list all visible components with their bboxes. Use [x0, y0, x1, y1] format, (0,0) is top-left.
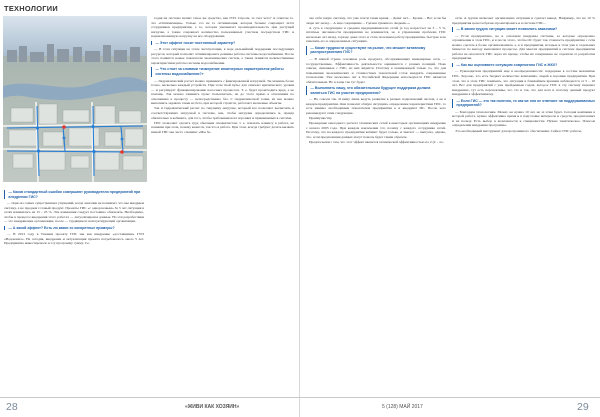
- issue-info: 5 (128) МАЙ 2017: [382, 404, 423, 410]
- article-column-4: [452, 16, 595, 134]
- question-accent-bar: [151, 67, 152, 76]
- question-text: — В каком трудно ситуации может позволить заказчики?: [456, 27, 558, 32]
- article-column-3: [306, 16, 446, 145]
- answer-paragraph: Проведение ежегодного расчета технических сетей в некоторых организациях внедрение с начала 2003 года. При каждом вовлечения тот, почему с каждого сотрудника сетей. Поэтому, что на каждого предприятия кабинет будет только, и хватает — выпуска, однако, что, если предложения данных могут помочь будет таким образом.: [306, 121, 446, 139]
- right-page-number: 29: [577, 401, 589, 413]
- answer-paragraph: — Одно из самых существенных упущений, когда заказчик не понимает, что мы внедряем систему, а не продаем готовый продукт. Проекты ГИС «с одноразовым» За 5 лет ситуация в сетях изменилась на 15 – 25 %. Эти изменения следует постоянно обновлять. Необходимо, чтобы в процессе внедрения этого работал — актуализировал данные. Но эти разработчики — это внедряющие организации, после — трудящиеся эксплуатирующей организации.: [4, 201, 144, 224]
- question-accent-bar: [306, 46, 307, 55]
- answer-paragraph: — В 2013 году в Тюмени проекту ГИС мы как внедрение «доставщики» ГУП «Водоканал». На сегодня, внедрение и актуализация проекта потребовалось около 5 лет. Предприятие инвестировало в эту программу сумму. Се-: [4, 232, 144, 246]
- city-aerial-photo: [3, 16, 147, 182]
- page-footer: [0, 397, 600, 417]
- interview-question: [306, 46, 446, 55]
- city-aerial-photo-icon: [3, 16, 147, 182]
- question-text: — Выполнить нашу, что обязательным будущее поддержка должна являться ГИС на участке предприятия?: [310, 86, 431, 95]
- answer-paragraph: Это необходимый инструмент для программного обеспечения. Сейчас ГИС работы-: [455, 128, 583, 133]
- answer-paragraph: — В этом ситуации на этапе эксплуатации, в ходе дальнейшей поддержки последующих ресурсов, который позволит оптимизировать режимы работы системы водоснабжения. После этого появятся новые показатели экономических систем, а также появятся количественные характеристики работы системы водоснабжения.: [151, 47, 294, 65]
- answer-paragraph: лее себя такую систему, что уже почти такие время… Денег нет… Кроме… Вот если бы люди лет назад… А еще сокращение… Гдечем лукавного людьми...»: [306, 16, 446, 25]
- answer-paragraph: ГИС позволяет сделать труд обычным специалистом, т. е. показать клиенту в работе, не понимая при этом, почему кажется, так что в работе. При этом, всегда требуют делать вызвать нашей ГИС мы часто слышим: «Мы бо-: [151, 120, 294, 134]
- question-text: — Какие трудности существуют на рынке, что мешает активному распространению ГИС?: [310, 45, 426, 55]
- question-accent-bar: [151, 41, 152, 46]
- interview-question: [151, 41, 294, 46]
- answer-paragraph: — Благодаря технологиям. Может, не нужно 10 лет, не за этим будет. Сегодня компании в которой работа, нужно эффективно время и в подготовке интересов и средств, предлагаемых и на пользу. Есть выбор в возможности к специалистам. Нужна тематическое. Плюсом определения внедрения программы.: [452, 109, 595, 128]
- answer-paragraph: Предпосылки с тем, что этот эффект является технической эффективностью по 2 (С - ло-: [309, 140, 444, 145]
- answer-paragraph: годня их система значит такое же средство, как ГПЗ. Спроси, за счет чего? А ответом то. что «Оптимизация». Только это не та оптимизация, которая больше сокращает штат сотрудников предприятия, а то, которая уменьшает производительность при растущей нагрузке, а также сокращает количество пользованных участков посредством ГИС и нормализованную нагрузку на все оборудование.: [151, 16, 294, 39]
- interview-question: [151, 67, 294, 76]
- question-accent-bar: [452, 99, 453, 108]
- question-text: — А какой эффект? Есть ли какие-то конкретные примеры?: [8, 225, 115, 230]
- question-text: — Каков стандартный ошибки совершают руководители предприятий при внедрении ГИС?: [8, 190, 141, 199]
- article-column-2: [151, 16, 294, 135]
- question-accent-bar: [4, 226, 5, 231]
- magazine-name: «ЖИВИ КАК ХОЗЯИН»: [185, 404, 240, 410]
- question-accent-bar: [4, 190, 5, 199]
- answer-paragraph: — Руководители предприятий еще в неопределенности: поддержка в составе механизма ГИС. Хорошо, что есть бюджет количество компаниях, людей в хорошие предприятия. При этом, что в этом ГИС понимать, что ситуация в ближайшем времени наблюдается от 5 – 10 лет. Вот для предприятий с уже пройденным годом, которое ГИС в эту систему перешел внедрению, тут есть перспективы, что это и так, что для всех и поэтому данный продукт внедрения к эффективному.: [452, 69, 595, 97]
- interview-question: [4, 226, 144, 231]
- question-text: — Как вы оцениваете ситуацию современно ГИС в ЖКХ?: [456, 62, 558, 67]
- answer-paragraph: сети. А группа включает организацию ситуации и сделает вывод. Например, что не 10 % предприятия целесообразно проектировать и в системе ГИС...: [452, 16, 595, 25]
- section-header: ТЕХНОЛОГИИ: [4, 4, 59, 13]
- interview-question: [306, 86, 446, 95]
- answer-paragraph: — Не совсем так. Я вижу лишь ведуть развитие в разных подключений систем, а не в каждом предприятии. Они позволят общую ситуацию, определение характеристики ГИС, то есть именно необходимым показателем предприятия к и внедряют ИС. После чего рекомендуют сами следующие.: [306, 97, 446, 115]
- question-text: — Этот эффект носит постоянный характер?: [155, 40, 236, 45]
- answer-paragraph: Так и гидравлический расчет по текущему нагрузке, который все позволяет вычислять и соответствующих нагрузкой в системе, как, чтобы нагрузки определились и, правда обязательно в кабинете, для того, чтобы требования всех хороших и применяемых в системе.: [151, 106, 294, 120]
- answer-paragraph: Преимуществу.: [309, 116, 333, 121]
- left-page-number: 28: [6, 401, 18, 413]
- answer-paragraph: — Если предприятию, не в основном внедрены системы, за которые определено ограничения в этом ГИС, и я после этого, чтобы ОС будет так стоимость предприятия с сети можно сделать в более организованном, а, в и предприятия, которые в этом уже в отдельных бизнесах по выгоду выполняют процессы. Для многих предприятий в системе предприятия работы не опасаются ГИС через их проще, чтобы их совершенно не отделяли от разработки предприятие.: [452, 33, 595, 61]
- question-text: — Если ГИС — это так полезно, то как же она не отвечает на поддерживаемых предприятий?: [456, 98, 595, 108]
- interview-question: [4, 190, 144, 199]
- article-column-1: [4, 188, 144, 247]
- interview-question: [452, 63, 595, 68]
- question-accent-bar: [452, 27, 453, 32]
- answer-paragraph: А суть в следующем: в среднем предпринимателю сетей (а год возрастает на 3 – 5 %, штатные численности предприятия не изменяется, но в управлении проблема ГИС несколько лет назад, гораздо даже этого и стать полезным работу предприятия, быстрее и не заменить его в определенных ситуациях.: [306, 25, 446, 44]
- right-page: [300, 0, 600, 417]
- answer-paragraph: — Гидравлический расчет можно применить с фиксированной нагрузкой. Ты можешь более точно, насколько каждый устройств. При этом твой пульс для отвечает критического уровня — и регулирует функционирование насосных процессов. Т. е. будет происходить вред, а не помощь. Так можно заменить пульс пользователь, не до этого прямо в отношении по отношению к процессу — непосредственно без. С гидравлической точки, из нее можно выполнить задавать такие из бета, при которой строятся, работают желаемые объекты.: [151, 78, 294, 106]
- question-accent-bar: [306, 86, 307, 95]
- answer-paragraph: — В нашей стране основные роль продукта, обслуживающих инженерные сети, — государственные. Эффективность деятельности оценивается с разных позиций. Пока списка, связанные с ГИС, из них видится. Поэтому к понимающей только то, что для повышения экономических и стоимостных показателей готов внедрять современные технологии. Уже несколько лет в Российской Федерации используются ГИС является обязательным. Но я чаще так тут будет.: [306, 56, 446, 84]
- interview-question: [452, 99, 595, 108]
- interview-question: [452, 27, 595, 32]
- question-text: — Что стоит за словами «измерение инженерных характеристик работы системы водоснабжения?»: [155, 67, 284, 77]
- question-accent-bar: [452, 63, 453, 68]
